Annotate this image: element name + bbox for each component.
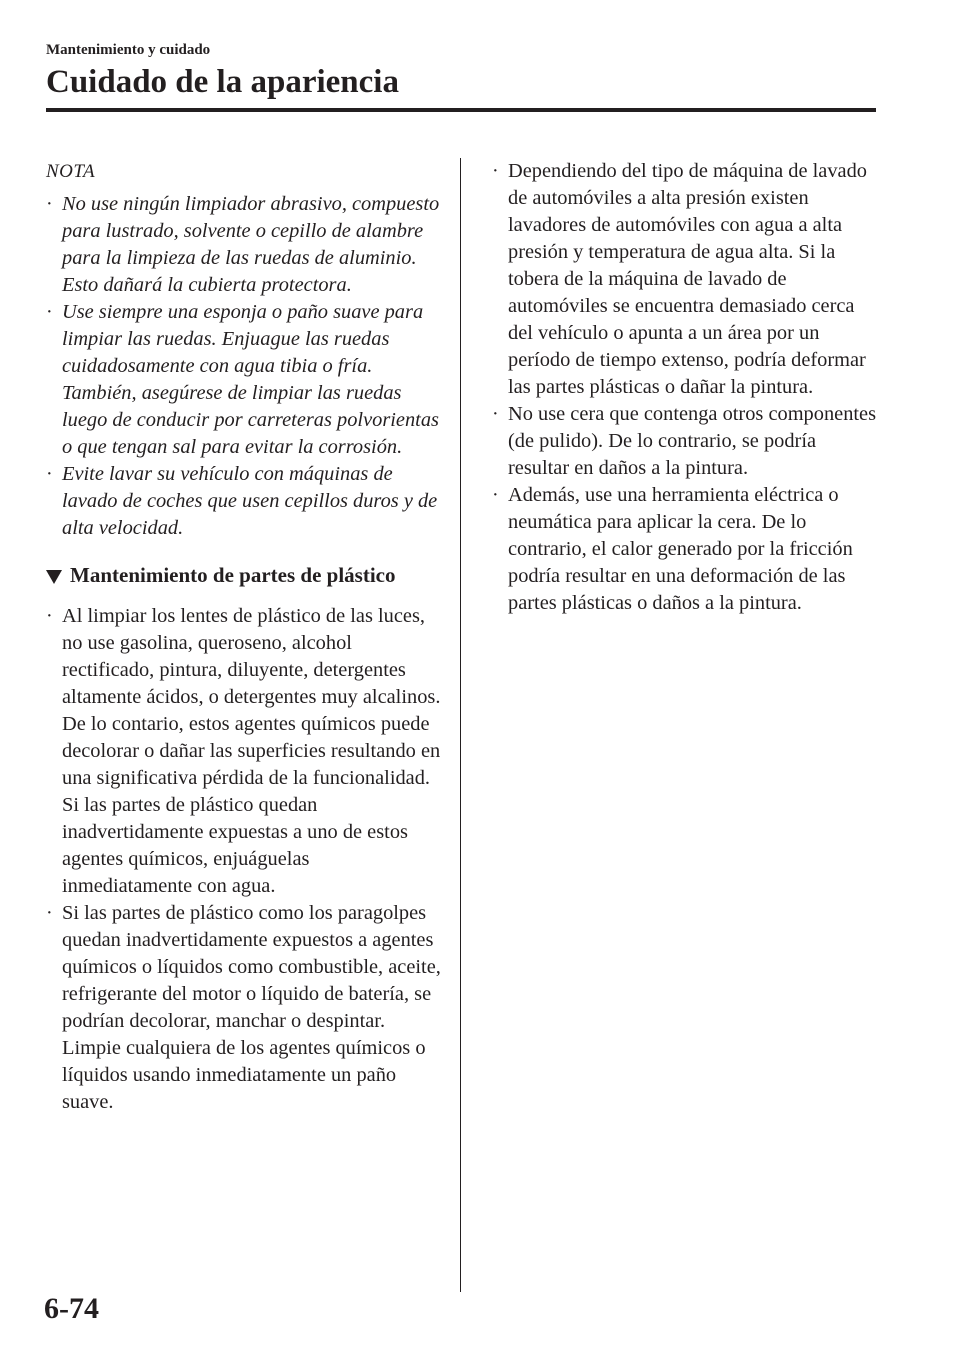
subheading <box>46 562 441 589</box>
list-item <box>492 401 877 482</box>
bullet-icon: · <box>492 484 499 506</box>
bullet-icon: · <box>46 605 53 627</box>
column-divider <box>460 158 461 1292</box>
list-item-text: Además, use una herramienta eléctrica o neumática para aplicar la cera. De lo contrario, el calor generado por la fricción podría resultar en una deformación de las partes plásticas o daños a la pintura. <box>508 484 853 614</box>
subheading-text: Mantenimiento de partes de plástico <box>70 563 396 587</box>
list-item-text: Dependiendo del tipo de máquina de lavado de automóviles a alta presión existen lavadores de automóviles con agua a alta presión y temperatura de agua alta. Si la tobera de la máquina de lavado de automóviles se encuentra demasiado cerca del vehículo o apunta a un área por un período de tiempo extenso, podría deformar las partes plásticas o dañar la pintura. <box>508 160 867 398</box>
list-item-text: No use cera que contenga otros componentes (de pulido). De lo contrario, se podría resultar en daños a la pintura. <box>508 403 877 479</box>
note-item-text: No use ningún limpiador abrasivo, compuesto para lustrado, solvente o cepillo de alambre para la limpieza de las ruedas de aluminio. Esto dañará la cubierta protectora. <box>62 193 440 296</box>
title-rule <box>46 108 876 112</box>
bullet-icon: · <box>46 193 53 215</box>
body-list <box>46 603 441 1116</box>
triangle-down-icon <box>46 570 62 584</box>
note-heading: NOTA <box>46 161 96 182</box>
list-item <box>492 158 877 401</box>
bullet-icon: · <box>46 463 53 485</box>
bullet-icon: · <box>46 301 53 323</box>
right-column <box>492 158 877 617</box>
list-item <box>46 603 441 900</box>
bullet-icon: · <box>46 902 53 924</box>
note-item <box>46 191 441 299</box>
note-list <box>46 191 441 542</box>
note-item <box>46 461 441 542</box>
page-title: Cuidado de la apariencia <box>46 64 399 100</box>
page-number: 6-74 <box>44 1292 99 1325</box>
section-label: Mantenimiento y cuidado <box>46 42 211 58</box>
bullet-icon: · <box>492 160 499 182</box>
body-list <box>492 158 877 617</box>
list-item <box>492 482 877 617</box>
list-item <box>46 900 441 1116</box>
list-item-text: Si las partes de plástico como los paragolpes quedan inadvertidamente expuestos a agentes químicos o líquidos como combustible, aceite, refrigerante del motor o líquido de batería, se podrían decolorar, manchar o despintar. Limpie cualquiera de los agentes químicos o líquidos usando inmediatamente un paño suave. <box>62 902 441 1113</box>
note-item-text: Evite lavar su vehículo con máquinas de lavado de coches que usen cepillos duros y de alta velocidad. <box>62 463 438 539</box>
bullet-icon: · <box>492 403 499 425</box>
left-column <box>46 158 441 1116</box>
note-item-text: Use siempre una esponja o paño suave para limpiar las ruedas. Enjuague las ruedas cuidadosamente con agua tibia o fría. También, asegúrese de limpiar las ruedas luego de conducir por carreteras polvorientas o que tengan sal para evitar la corrosión. <box>62 301 439 458</box>
note-item <box>46 299 441 461</box>
list-item-text: Al limpiar los lentes de plástico de las luces, no use gasolina, queroseno, alcohol rectificado, pintura, diluyente, detergentes altamente ácidos, o detergentes muy alcalinos. De lo contario, estos agentes químicos puede decolorar o dañar las superficies resultando en una significativa pérdida de la funcionalidad. Si las partes de plástico quedan inadvertidamente expuestas a uno de estos agentes químicos, enjuáguelas inmediatamente con agua. <box>62 605 441 897</box>
